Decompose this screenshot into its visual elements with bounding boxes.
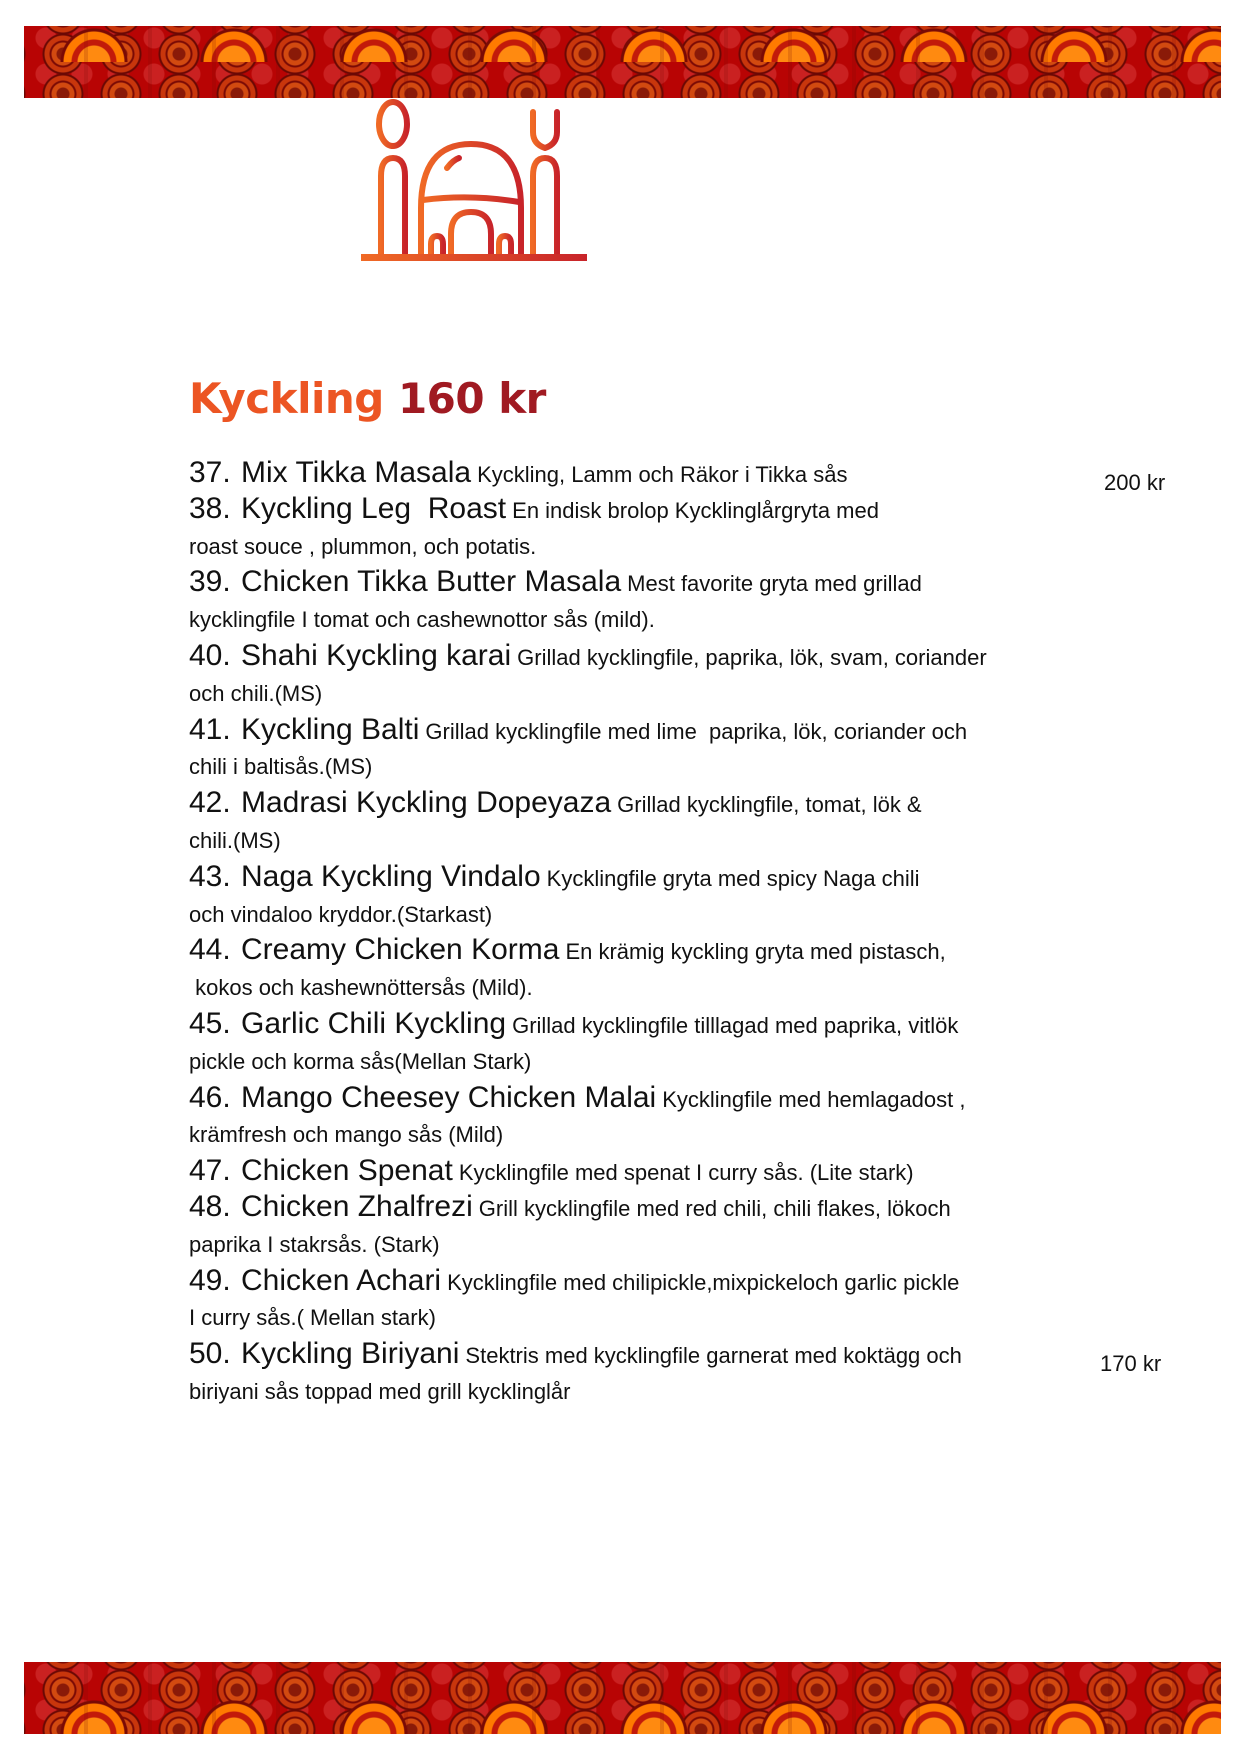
- item-number: 37.: [189, 456, 231, 489]
- decorative-banner-top: [24, 26, 1221, 98]
- item-description: Kycklingfile med hemlagadost ,: [662, 1086, 966, 1112]
- menu-item-45: [189, 1006, 1189, 1080]
- item-name: Creamy Chicken Korma: [241, 933, 560, 967]
- menu-item-39: [189, 564, 1189, 638]
- menu-item-48: [189, 1189, 1189, 1263]
- menu-item-47: [189, 1153, 1189, 1189]
- item-description: En indisk brolop Kycklinglårgryta med: [512, 497, 879, 523]
- item-number: 38.: [189, 491, 231, 525]
- item-name: Naga Kyckling Vindalo: [241, 859, 541, 893]
- item-number: 42.: [189, 786, 231, 820]
- item-name: Kyckling Biriyani: [241, 1337, 460, 1371]
- item-description: Kyckling, Lamm och Räkor i Tikka sås: [477, 462, 848, 487]
- item-description-cont: och vindaloo kryddor.(Starkast): [189, 901, 493, 927]
- item-price: 170 kr: [1100, 1351, 1162, 1377]
- item-description: Grillad kycklingfile, paprika, lök, svam, coriander: [517, 644, 987, 670]
- item-name: Mix Tikka Masala: [241, 456, 472, 489]
- item-description-cont: kokos och kashewnöttersås (Mild).: [189, 975, 533, 1001]
- menu-item-42: [189, 785, 1189, 859]
- item-name: Kyckling Leg Roast: [241, 491, 507, 525]
- menu-item-40: [189, 638, 1189, 712]
- item-description-cont: biriyani sås toppad med grill kycklinglår: [189, 1378, 571, 1404]
- item-description: En krämig kyckling gryta med pistasch,: [565, 939, 946, 965]
- item-name: Mango Cheesey Chicken Malai: [241, 1080, 657, 1114]
- brand-line-2: KITCHEN: [594, 183, 879, 246]
- item-description-cont: chili i baltisås.(MS): [189, 754, 373, 780]
- item-name: Chicken Spenat: [241, 1154, 453, 1188]
- menu-item-49: [189, 1263, 1189, 1337]
- menu-item-50: [189, 1336, 1189, 1410]
- item-number: 39.: [189, 565, 231, 599]
- item-description: Grillad kycklingfile tilllagad med paprika, vitlök: [512, 1012, 959, 1038]
- brand-logo: [355, 98, 879, 268]
- menu-item-46: [189, 1080, 1189, 1154]
- brand-line-1: NAWABI: [594, 113, 856, 176]
- item-description: Kycklingfile gryta med spicy Naga chili: [546, 865, 920, 891]
- item-description-cont: pickle och korma sås(Mellan Stark): [189, 1048, 532, 1074]
- menu-list: [189, 455, 1189, 1410]
- item-name: Chicken Tikka Butter Masala: [241, 565, 622, 599]
- item-name: Chicken Zhalfrezi: [241, 1189, 473, 1223]
- item-description: Kycklingfile med chilipickle,mixpickeloch garlic pickle: [447, 1269, 960, 1295]
- item-description-cont: paprika I stakrsås. (Stark): [189, 1231, 440, 1257]
- item-description-cont: I curry sås.( Mellan stark): [189, 1305, 436, 1331]
- item-description-cont: och chili.(MS): [189, 680, 323, 706]
- item-name: Garlic Chili Kyckling: [241, 1006, 507, 1040]
- section-heading: [189, 372, 546, 426]
- decorative-banner-bottom: [24, 1662, 1221, 1734]
- item-name: Madrasi Kyckling Dopeyaza: [241, 786, 612, 820]
- item-description-cont: roast souce , plummon, och potatis.: [189, 533, 537, 559]
- item-number: 40.: [189, 638, 231, 672]
- item-description: Mest favorite gryta med grillad: [627, 571, 922, 597]
- item-number: 44.: [189, 933, 231, 967]
- section-title: Kyckling: [189, 374, 384, 423]
- dome-spoon-fork-logo-icon: [355, 98, 595, 268]
- item-name: Kyckling Balti: [241, 712, 420, 746]
- item-number: 47.: [189, 1154, 231, 1188]
- item-price: 200 kr: [1104, 470, 1166, 495]
- menu-item-41: [189, 712, 1189, 786]
- item-number: 43.: [189, 859, 231, 893]
- item-description: Grillad kycklingfile, tomat, lök &: [617, 792, 922, 818]
- item-name: Chicken Achari: [241, 1263, 442, 1297]
- section-price: 160 kr: [397, 374, 546, 423]
- item-description: Grill kycklingfile med red chili, chili flakes, lökoch: [478, 1195, 951, 1221]
- item-number: 48.: [189, 1189, 231, 1223]
- item-description-cont: chili.(MS): [189, 827, 281, 853]
- item-description-cont: kycklingfile I tomat och cashewnottor sås (mild).: [189, 607, 655, 633]
- item-number: 45.: [189, 1006, 231, 1040]
- item-description: Kycklingfile med spenat I curry sås. (Lite stark): [458, 1160, 914, 1186]
- item-description-cont: krämfresh och mango sås (Mild): [189, 1122, 504, 1148]
- item-name: Shahi Kyckling karai: [241, 638, 512, 672]
- item-description: Stektris med kycklingfile garnerat med koktägg och: [465, 1343, 962, 1369]
- menu-item-38: [189, 491, 1189, 565]
- item-number: 46.: [189, 1080, 231, 1114]
- menu-item-37: [189, 455, 1189, 495]
- item-number: 41.: [189, 712, 231, 746]
- item-description: Grillad kycklingfile med lime paprika, lök, coriander och: [425, 718, 968, 744]
- menu-item-44: [189, 932, 1189, 1006]
- menu-item-43: [189, 859, 1189, 933]
- brand-wordmark: [594, 110, 879, 250]
- item-number: 49.: [189, 1263, 231, 1297]
- item-number: 50.: [189, 1337, 231, 1371]
